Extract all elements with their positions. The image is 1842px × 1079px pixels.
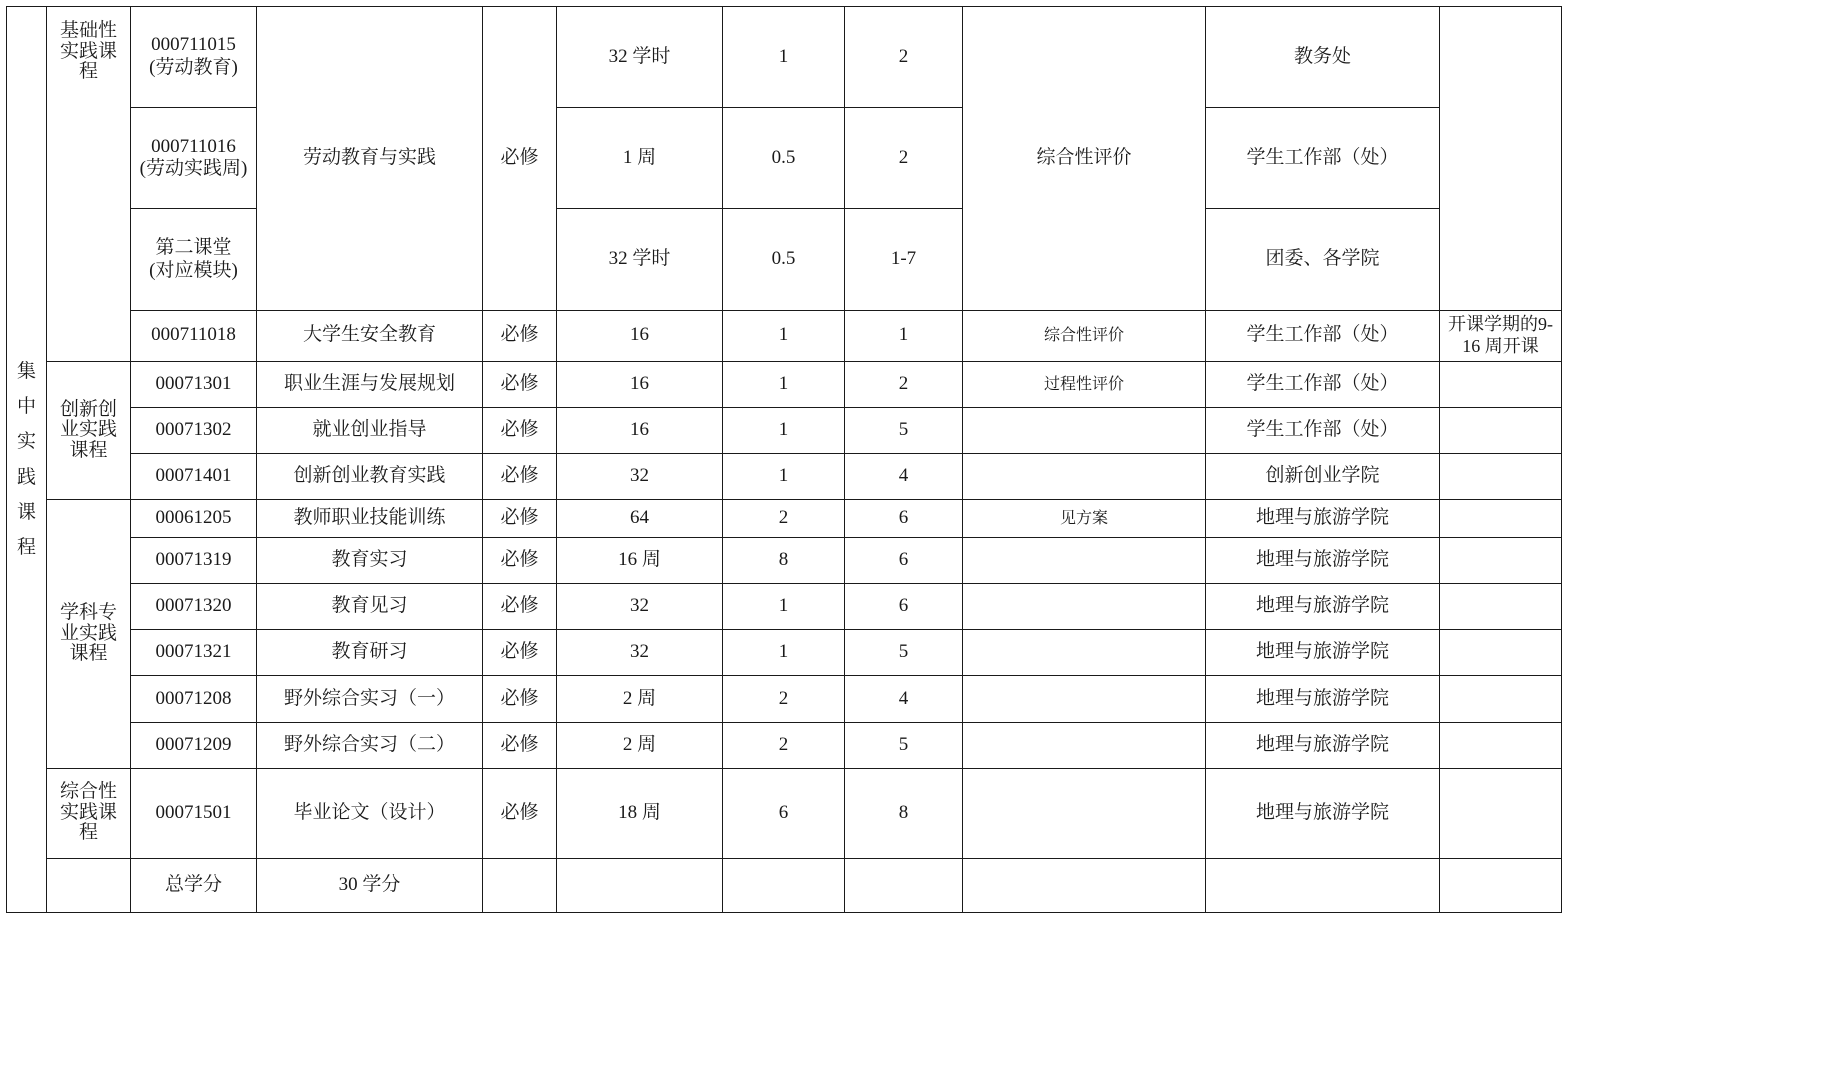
course-credits: 1	[723, 453, 845, 499]
course-name: 职业生涯与发展规划	[257, 361, 483, 407]
course-department: 学生工作部（处）	[1206, 361, 1440, 407]
course-code: 000711015	[151, 34, 236, 56]
course-code: 00071319	[131, 538, 257, 584]
course-code: 00071209	[131, 722, 257, 768]
course-credits: 2	[723, 500, 845, 538]
category-discipline: 学科专业实践课程	[60, 602, 118, 665]
course-department: 学生工作部（处）	[1206, 310, 1440, 361]
course-type: 必修	[483, 407, 557, 453]
course-type: 必修	[483, 630, 557, 676]
course-remark	[1440, 538, 1562, 584]
course-remark	[1440, 722, 1562, 768]
course-hours: 64	[557, 500, 723, 538]
empty-cell	[47, 858, 131, 912]
course-semester: 6	[845, 584, 963, 630]
table-row	[7, 500, 1562, 538]
course-code: 000711016	[151, 135, 236, 157]
course-type: 必修	[483, 722, 557, 768]
table-row	[7, 722, 1562, 768]
course-hours: 2 周	[557, 722, 723, 768]
course-type: 必修	[483, 584, 557, 630]
course-name: 野外综合实习（一）	[257, 676, 483, 722]
course-credits: 1	[723, 630, 845, 676]
course-hours: 18 周	[557, 768, 723, 858]
course-department: 地理与旅游学院	[1206, 584, 1440, 630]
course-assessment: 综合性评价	[963, 7, 1206, 311]
course-semester: 5	[845, 722, 963, 768]
course-assessment	[963, 407, 1206, 453]
course-hours: 32	[557, 453, 723, 499]
course-remark	[1440, 768, 1562, 858]
course-semester: 2	[845, 361, 963, 407]
course-hours: 16 周	[557, 538, 723, 584]
empty-cell	[723, 858, 845, 912]
course-name: 教育实习	[257, 538, 483, 584]
section-label-cell	[7, 7, 47, 913]
course-credits: 8	[723, 538, 845, 584]
course-hours: 1 周	[557, 108, 723, 209]
empty-cell	[845, 858, 963, 912]
course-semester: 5	[845, 407, 963, 453]
table-row	[7, 361, 1562, 407]
course-name: 教育见习	[257, 584, 483, 630]
course-code-cell	[131, 7, 257, 108]
course-type: 必修	[483, 7, 557, 311]
section-label: 集中实践课程	[17, 361, 37, 558]
course-remark	[1440, 7, 1562, 311]
course-assessment	[963, 630, 1206, 676]
course-code-cell	[131, 209, 257, 310]
course-code: 00071302	[131, 407, 257, 453]
empty-cell	[483, 858, 557, 912]
table-row	[7, 108, 1562, 209]
course-remark	[1440, 361, 1562, 407]
category-comprehensive-cell	[47, 768, 131, 858]
total-row	[7, 858, 1562, 912]
course-code: 00071208	[131, 676, 257, 722]
course-semester: 5	[845, 630, 963, 676]
empty-cell	[963, 858, 1206, 912]
course-hours: 32	[557, 584, 723, 630]
course-assessment	[963, 538, 1206, 584]
table-row	[7, 209, 1562, 310]
course-credits: 2	[723, 722, 845, 768]
course-department: 地理与旅游学院	[1206, 768, 1440, 858]
course-hours: 32 学时	[557, 209, 723, 310]
table-row	[7, 407, 1562, 453]
course-name: 就业创业指导	[257, 407, 483, 453]
course-hours: 2 周	[557, 676, 723, 722]
course-remark	[1440, 584, 1562, 630]
course-code: 00071401	[131, 453, 257, 499]
course-type: 必修	[483, 768, 557, 858]
course-name: 野外综合实习（二）	[257, 722, 483, 768]
course-hours: 16	[557, 361, 723, 407]
course-code: 00061205	[131, 500, 257, 538]
table-row	[7, 453, 1562, 499]
course-assessment	[963, 768, 1206, 858]
course-name: 毕业论文（设计）	[257, 768, 483, 858]
course-remark	[1440, 676, 1562, 722]
course-semester: 2	[845, 108, 963, 209]
course-assessment	[963, 584, 1206, 630]
table-row	[7, 630, 1562, 676]
course-department: 学生工作部（处）	[1206, 108, 1440, 209]
course-name: 教育研习	[257, 630, 483, 676]
course-credits: 1	[723, 407, 845, 453]
category-basic-cell	[47, 7, 131, 362]
category-innovation: 创新创业实践课程	[60, 398, 118, 461]
course-department: 学生工作部（处）	[1206, 407, 1440, 453]
course-assessment: 综合性评价	[963, 310, 1206, 361]
course-assessment: 过程性评价	[963, 361, 1206, 407]
course-credits: 1	[723, 7, 845, 108]
table-row	[7, 584, 1562, 630]
category-comprehensive: 综合性实践课程	[60, 781, 118, 844]
course-code: 000711018	[131, 310, 257, 361]
category-discipline-cell	[47, 500, 131, 769]
course-remark: 开课学期的9-16 周开课	[1440, 310, 1562, 361]
course-type: 必修	[483, 500, 557, 538]
course-code-note: (劳动实践周)	[139, 158, 248, 180]
course-credits: 1	[723, 361, 845, 407]
course-credits: 0.5	[723, 108, 845, 209]
course-name: 大学生安全教育	[257, 310, 483, 361]
course-assessment	[963, 453, 1206, 499]
course-credits: 6	[723, 768, 845, 858]
course-hours: 32 学时	[557, 7, 723, 108]
category-basic: 基础性实践课程	[60, 20, 118, 83]
table-row	[7, 538, 1562, 584]
course-remark	[1440, 630, 1562, 676]
course-department: 团委、各学院	[1206, 209, 1440, 310]
course-name: 创新创业教育实践	[257, 453, 483, 499]
course-semester: 8	[845, 768, 963, 858]
course-hours: 16	[557, 407, 723, 453]
course-type: 必修	[483, 676, 557, 722]
course-semester: 2	[845, 7, 963, 108]
empty-cell	[557, 858, 723, 912]
table-row	[7, 310, 1562, 361]
course-name: 劳动教育与实践	[257, 7, 483, 311]
course-name: 教师职业技能训练	[257, 500, 483, 538]
course-department: 教务处	[1206, 7, 1440, 108]
course-hours: 16	[557, 310, 723, 361]
course-type: 必修	[483, 453, 557, 499]
course-semester: 6	[845, 500, 963, 538]
course-remark	[1440, 500, 1562, 538]
course-department: 地理与旅游学院	[1206, 630, 1440, 676]
course-semester: 1-7	[845, 209, 963, 310]
practice-course-table	[6, 6, 1562, 913]
total-value: 30 学分	[257, 858, 483, 912]
category-innovation-cell	[47, 361, 131, 499]
course-credits: 1	[723, 584, 845, 630]
course-department: 地理与旅游学院	[1206, 500, 1440, 538]
course-semester: 4	[845, 453, 963, 499]
course-code-note: (劳动教育)	[149, 57, 238, 79]
course-credits: 1	[723, 310, 845, 361]
course-department: 地理与旅游学院	[1206, 676, 1440, 722]
course-hours: 32	[557, 630, 723, 676]
course-remark	[1440, 407, 1562, 453]
course-remark	[1440, 453, 1562, 499]
course-assessment: 见方案	[963, 500, 1206, 538]
course-semester: 1	[845, 310, 963, 361]
table-row	[7, 768, 1562, 858]
course-credits: 0.5	[723, 209, 845, 310]
course-credits: 2	[723, 676, 845, 722]
course-code: 00071321	[131, 630, 257, 676]
course-assessment	[963, 722, 1206, 768]
empty-cell	[1206, 858, 1440, 912]
course-department: 地理与旅游学院	[1206, 722, 1440, 768]
course-code-note: (对应模块)	[149, 259, 238, 281]
course-code: 00071320	[131, 584, 257, 630]
course-type: 必修	[483, 361, 557, 407]
course-code: 第二课堂	[155, 236, 232, 258]
course-type: 必修	[483, 538, 557, 584]
course-assessment	[963, 676, 1206, 722]
course-department: 创新创业学院	[1206, 453, 1440, 499]
empty-cell	[1440, 858, 1562, 912]
course-code: 00071501	[131, 768, 257, 858]
course-type: 必修	[483, 310, 557, 361]
course-department: 地理与旅游学院	[1206, 538, 1440, 584]
total-label: 总学分	[131, 858, 257, 912]
table-row	[7, 676, 1562, 722]
course-code-cell	[131, 108, 257, 209]
course-semester: 4	[845, 676, 963, 722]
course-semester: 6	[845, 538, 963, 584]
table-row	[7, 7, 1562, 108]
course-code: 00071301	[131, 361, 257, 407]
